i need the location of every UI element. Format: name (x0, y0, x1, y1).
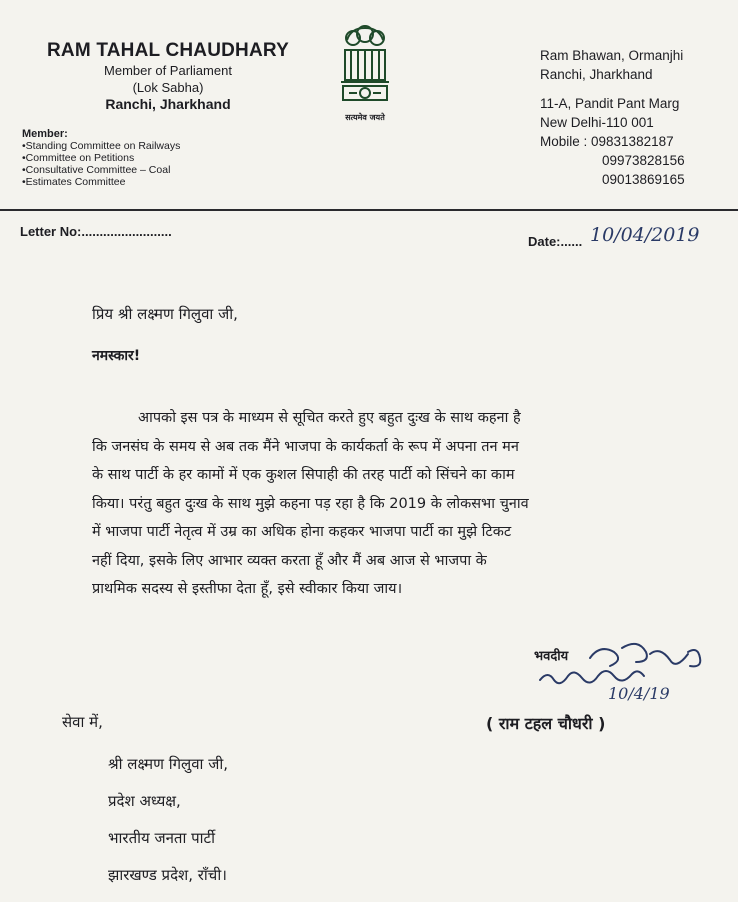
addressee-line: प्रदेश अध्यक्ष, (108, 792, 181, 810)
committee-item: •Committee on Petitions (22, 152, 135, 164)
greeting: नमस्कार! (92, 348, 141, 364)
sender-signature-name: ( राम टहल चौधरी ) (486, 714, 606, 733)
committee-item: •Standing Committee on Railways (22, 140, 181, 152)
emblem-motto: सत्यमेव जयते (345, 113, 385, 122)
sender-name: RAM TAHAL CHAUDHARY (47, 40, 289, 61)
salutation: प्रिय श्री लक्ष्मण गिलुवा जी, (92, 305, 238, 323)
address-line: Ranchi, Jharkhand (540, 67, 653, 82)
addressee-line: श्री लक्ष्मण गिलुवा जी, (108, 755, 228, 773)
header-divider (0, 209, 738, 211)
address-line: 11-A, Pandit Pant Marg (540, 96, 680, 111)
body-line: आपको इस पत्र के माध्यम से सूचित करते हुए बहुत दुःख के साथ कहना है (138, 410, 521, 426)
body-line: नहीं दिया, इसके लिए आभार व्यक्त करता हूँ और मैं अब आज से भाजपा के (92, 552, 487, 569)
mobile-number: Mobile : 09831382187 (540, 134, 674, 149)
committee-item: •Estimates Committee (22, 176, 126, 188)
signature-date: 10/4/19 (608, 684, 670, 703)
mobile-number: 09013869165 (602, 172, 685, 187)
addressee-block (108, 746, 228, 894)
letter-number: Letter No:......................... (20, 224, 172, 239)
closing: भवदीय (534, 649, 569, 664)
address-line: Ram Bhawan, Ormanjhi (540, 48, 684, 63)
member-label: Member: (22, 128, 68, 140)
addressee-line: झारखण्ड प्रदेश, राँची। (108, 866, 227, 884)
body-line: किया। परंतु बहुत दुःख के साथ मुझे कहना पड़ रहा है कि 2019 के लोकसभा चुनाव (92, 495, 529, 512)
body-line: के साथ पार्टी के हर कामों में एक कुशल सिपाही की तरह पार्टी को सिंचने का काम (92, 467, 515, 483)
letter-body (92, 404, 704, 604)
national-emblem-icon (325, 22, 405, 126)
letterhead-right (540, 46, 730, 189)
address-line: New Delhi-110 001 (540, 115, 654, 130)
location: Ranchi, Jharkhand (105, 96, 231, 112)
body-line: में भाजपा पार्टी नेतृत्व में उम्र का अधिक होना कहकर भाजपा पार्टी का मुझे टिकट (92, 524, 512, 540)
committee-item: •Consultative Committee – Coal (22, 164, 171, 176)
date-value: 10/04/2019 (590, 224, 700, 246)
body-line: प्राथमिक सदस्य से इस्तीफा देता हूँ, इसे स्वीकार किया जाय। (92, 581, 403, 597)
committee-list (22, 128, 282, 188)
house: (Lok Sabha) (132, 80, 204, 95)
designation: Member of Parliament (104, 63, 232, 78)
to-label: सेवा में, (62, 713, 103, 731)
date-label: Date:...... (528, 234, 583, 249)
addressee-line: भारतीय जनता पार्टी (108, 829, 215, 847)
letterhead-left (18, 40, 318, 113)
mobile-number: 09973828156 (602, 153, 685, 168)
body-line: कि जनसंघ के समय से अब तक मैंने भाजपा के कार्यकर्ता के रूप में अपना तन मन (92, 438, 519, 455)
